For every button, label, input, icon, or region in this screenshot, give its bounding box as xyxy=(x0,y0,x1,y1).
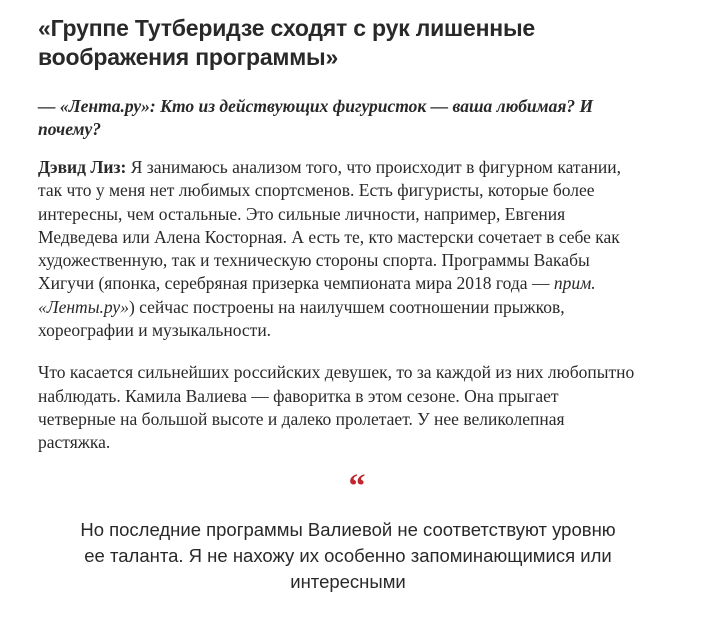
article-headline: «Группе Тутберидзе сходят с рук лишенные воображения программы» xyxy=(38,15,536,70)
speaker-name: Дэвид Лиз: xyxy=(38,157,127,177)
answer-paragraph-1 xyxy=(38,156,638,342)
answer-text-part-2: ) сейчас построены на наилучшем соотношении прыжков, хореографии и музыкальности. xyxy=(38,296,565,341)
answer-paragraph-2: Что касается сильнейших российских девушек, то за каждой из них любопытно наблюдать. Камила Валиева — фаворитка в этом сезоне. Она прыгает четверные на большой высоте и далеко пролетает. У нее великолепная растяжка. xyxy=(38,362,635,453)
editor-note: прим. «Ленты.ру» xyxy=(38,273,596,317)
answer-text-part-1: Я занимаюсь анализом того, что происходит в фигурном катании, так что у меня нет любимых спортсменов. Есть фигуристы, которые более интересны, чем остальные. Это сильные личности, например, Евгения Медведева или Алена Косторная. А есть те, кто мастерски сочетает в себе как художественную, так и техническую стороны спорта. Программы Вакабы Хигучи (японка, серебряная призерка чемпионата мира 2018 года — xyxy=(38,157,621,294)
pull-quote: Но последние программы Валиевой не соответствуют уровню ее таланта. Я не нахожу их особенно запоминающимися или интересными xyxy=(80,519,616,592)
quote-mark-icon: “ xyxy=(348,468,366,505)
article-body xyxy=(38,14,678,455)
interview-question: — «Лента.ру»: Кто из действующих фигуристок — ваша любимая? И почему? xyxy=(38,96,594,139)
